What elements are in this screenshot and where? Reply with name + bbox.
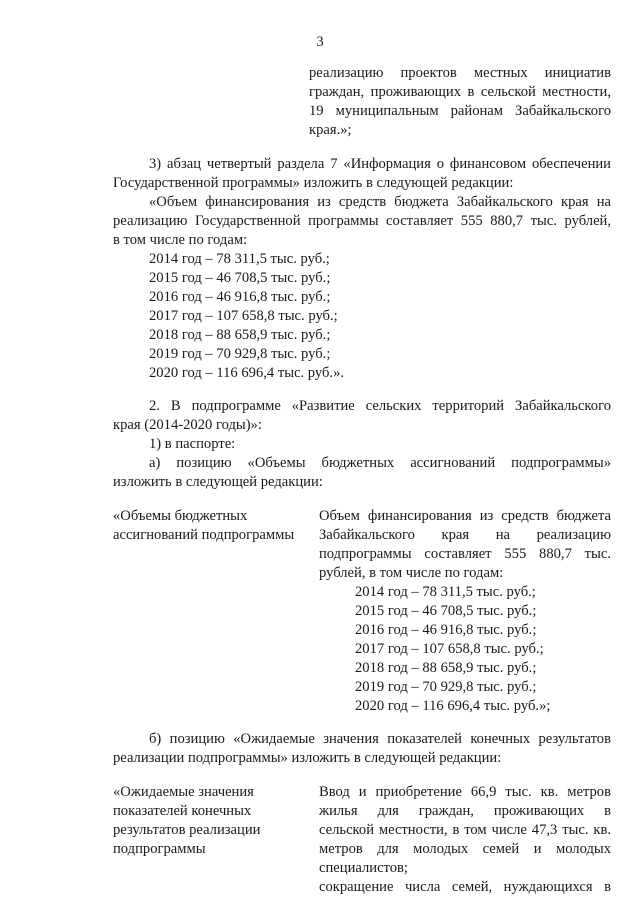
table1-year: 2020 год – 116 696,4 тыс. руб.»; bbox=[355, 698, 551, 714]
table2-right-line: Ввод и приобретение 66,9 тыс. кв. метров bbox=[319, 784, 611, 800]
table2-right-line: специалистов; bbox=[319, 860, 408, 876]
table2-right-line: жилья для граждан, проживающих в bbox=[319, 803, 611, 819]
table1-right-line: рублей, в том числе по годам: bbox=[319, 565, 504, 581]
table2-left-line: «Ожидаемые значения bbox=[113, 784, 254, 800]
section3-year: 2019 год – 70 929,8 тыс. руб.; bbox=[149, 346, 331, 362]
table2-left-line: результатов реализации bbox=[113, 822, 261, 838]
section3-quote-line: «Объем финансирования из средств бюджета Забайкальского края на bbox=[149, 194, 611, 210]
section3-year: 2017 год – 107 658,8 тыс. руб.; bbox=[149, 308, 338, 324]
section3-quote-line: реализацию Государственной программы составляет 555 880,7 тыс. рублей, bbox=[113, 213, 611, 229]
table1-year: 2017 год – 107 658,8 тыс. руб.; bbox=[355, 641, 544, 657]
item-b-line: реализации подпрограммы» изложить в следующей редакции: bbox=[113, 750, 502, 766]
table2-right-line: метров для молодых семей и молодых bbox=[319, 841, 611, 857]
table1-year: 2018 год – 88 658,9 тыс. руб.; bbox=[355, 660, 537, 676]
table1-right-line: Объем финансирования из средств бюджета bbox=[319, 508, 611, 524]
table1-right-line: Забайкальского края на реализацию bbox=[319, 527, 611, 543]
table1-year: 2016 год – 46 916,8 тыс. руб.; bbox=[355, 622, 537, 638]
section2-heading-line: края (2014-2020 годы)»: bbox=[113, 417, 262, 433]
item-a-line: а) позицию «Объемы бюджетных ассигнований подпрограммы» bbox=[149, 455, 611, 471]
table1-year: 2014 год – 78 311,5 тыс. руб.; bbox=[355, 584, 536, 600]
page-number: 3 bbox=[316, 34, 324, 50]
section3-heading-line: Государственной программы» изложить в следующей редакции: bbox=[113, 175, 514, 191]
table2-left-line: показателей конечных bbox=[113, 803, 252, 819]
section3-heading-line: 3) абзац четвертый раздела 7 «Информация о финансовом обеспечении bbox=[149, 156, 611, 172]
table2-right-line: сельской местности, в том числе 47,3 тыс. кв. bbox=[319, 822, 611, 838]
section3-year: 2020 год – 116 696,4 тыс. руб.». bbox=[149, 365, 345, 381]
table2-right-line: сокращение числа семей, нуждающихся в bbox=[319, 879, 611, 895]
table1-left-line: «Объемы бюджетных bbox=[113, 508, 248, 524]
item-b-line: б) позицию «Ожидаемые значения показателей конечных результатов bbox=[149, 731, 611, 747]
section3-year: 2014 год – 78 311,5 тыс. руб.; bbox=[149, 251, 330, 267]
top-block-line: 19 муниципальным районам Забайкальского bbox=[309, 103, 611, 119]
table2-left-line: подпрограммы bbox=[113, 841, 206, 857]
item-a-line: изложить в следующей редакции: bbox=[113, 474, 323, 490]
table1-right-line: подпрограммы составляет 555 880,7 тыс. bbox=[319, 546, 611, 562]
section3-quote-line: в том числе по годам: bbox=[113, 232, 248, 248]
table1-left-line: ассигнований подпрограммы bbox=[113, 527, 295, 543]
section3-year: 2018 год – 88 658,9 тыс. руб.; bbox=[149, 327, 331, 343]
passport-item: 1) в паспорте: bbox=[149, 436, 236, 452]
section2-heading-line: 2. В подпрограмме «Развитие сельских территорий Забайкальского bbox=[149, 398, 611, 414]
section3-year: 2015 год – 46 708,5 тыс. руб.; bbox=[149, 270, 331, 286]
top-block-line: реализацию проектов местных инициатив bbox=[309, 65, 611, 81]
section3-year: 2016 год – 46 916,8 тыс. руб.; bbox=[149, 289, 331, 305]
table1-year: 2015 год – 46 708,5 тыс. руб.; bbox=[355, 603, 537, 619]
top-block-line: края.»; bbox=[309, 122, 352, 138]
table1-year: 2019 год – 70 929,8 тыс. руб.; bbox=[355, 679, 537, 695]
top-block-line: граждан, проживающих в сельской местности, bbox=[309, 84, 611, 100]
